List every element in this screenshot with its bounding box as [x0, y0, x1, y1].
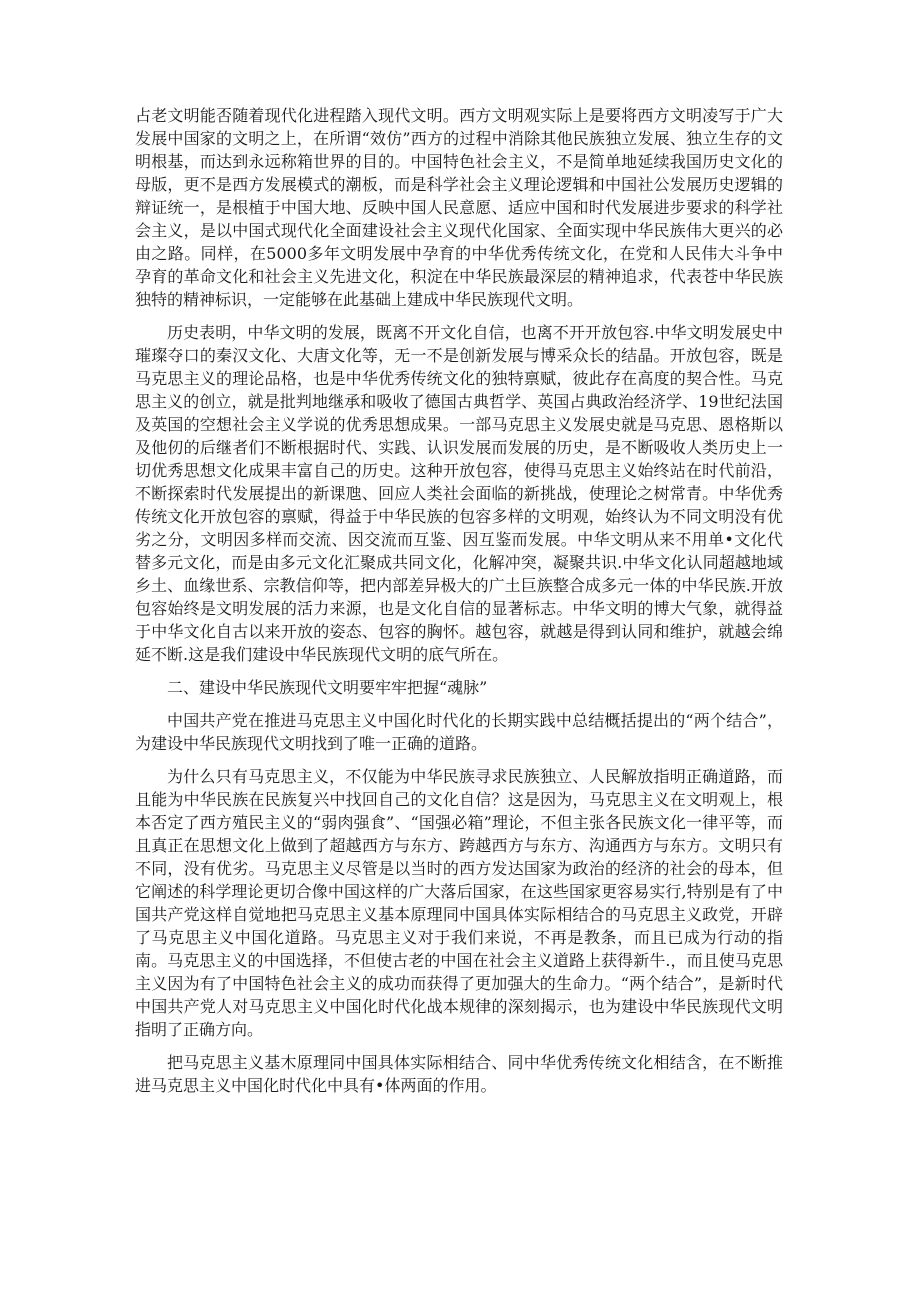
paragraph-3: 中国共产党在推进马克思主义中国化时代化的长期实践中总结概括提出的“两个结合”，为建设中华民族现代文明找到了唯一正确的道路。 — [135, 711, 783, 753]
document-page — [135, 104, 783, 1107]
paragraph-5: 把马克思主义基木原理同中国具体实际相结合、同中华优秀传统文化相结含，在不断推进马克思主义中国化时代化中具有•体两面的作用。 — [135, 1053, 783, 1095]
section-heading: 二、建设中华民族现代文明要牢牢把握“魂脉” — [167, 678, 488, 697]
paragraph-4: 为什么只有马克思主义，不仅能为中华民族寻求民族独立、人民解放指明正确道路，而且能为中华民族在民族复兴中找回自己的文化自信？这是因为，马克思主义在文明观上，根本否定了西方殖民主义的“弱肉强食”、“国强必箱”理论，不但主张各民族文化一律平等，而且真正在思想文化上做到了超越西方与东方、跨越西方与东方、沟通西方与东方。文明只有不同，没有优劣。马克思主义尽管是以当时的西方发达国家为政治的经济的社会的母本，但它阐述的科学理论更切合像中国这样的广大落后国家，在这些国家更容易实行,特别是有了中国共产党这样自觉地把马克思主义基本原理同中国具体实际相结合的马克思主义政党，开辟了马克思主义中国化道路。马克思主义对于我们来说，不再是教条，而且已成为行动的指南。马克思主义的中国选择，不但使古老的中国在社会主义道路上获得新牛.，而且使马克思主义因为有了中国特色社会主义的成功而获得了更加强大的生命力。“两个结合”，是新时代中国共产党人对马克思主义中国化时代化战本规律的深刻揭示，也为建设中华民族现代文明指明了正确方向。 — [135, 767, 783, 1039]
paragraph-2: 历史表明，中华文明的发展，既离不开文化自信，也离不开开放包容.中华文明发展史中璀璨夺口的秦汉文化、大唐文化等，无一不是创新发展与博采众长的结晶。开放包容，既是马克思主义的理论品格，也是中华优秀传统文化的独特禀赋，彼此存在高度的契合性。马克思主义的创立，就是批判地继承和吸收了德国古典哲学、英国占典政治经济学、19世纪法国及英国的空想社会主义学说的优秀思想成果。一部马克思主义发展史就是马克思、恩格斯以及他仞的后继者们不断根据时代、实践、认识发展而发展的历史，是不断吸收人类历史上一切优秀思想文化成果丰富自己的历史。这种开放包容，使得马克思主义始终站在时代前沿，不断探索时代发展提出的新课虺、回应人类社会面临的新挑战，使理论之树常青。中华优秀传统文化开放包容的禀赋，得益于中华民族的包容多样的文明观，始终认为不同文明没有优劣之分，文明因多样而交流、因交流而互鉴、因互鉴而发展。中华文明从来不用单•文化代替多元文化，而是由多元文化汇聚成共同文化，化解冲突，凝聚共识.中华文化认同超越地域乡土、血缘世系、宗教信仰等，把内部差异极大的广土巨族整合成多元一体的中华民族.开放包容始终是文明发展的活力来源，也是文化自信的显著标志。中华文明的博大气象，就得益于中华文化自古以来开放的姿态、包容的胸怀。越包容，就越是得到认同和维护，就越会绵延不断.这是我们建设中华民族现代文明的底气所在。 — [135, 323, 783, 664]
paragraph-1: 占老文明能否随着现代化进程踏入现代文明。西方文明观实际上是要将西方文明凌写于广大发展中国家的文明之上，在所谓“效仿”西方的过程中消除其他民族独立发展、独立生存的文明根基，而达到永远称箱世界的目的。中国特色社会主义，不是简单地延续我国历史文化的母版，更不是西方发展模式的潮板，而是科学社会主义理论逻辑和中国社公发展历史逻辑的辩证统一，是根植于中国大地、反映中国人民意愿、适应中国和时代发展进步要求的科学社会主义，是以中国式现代化全面建设社会主义现代化国家、全面实现中华民族伟大更兴的必由之路。同样，在5000多年文明发展中孕育的中华优秀传统文化，在党和人民伟大斗争中孕育的革命文化和社会主义先进文化，积淀在中华民族最深层的精神追求，代表苍中华民族独特的精神标识，一定能够在此基础上建成中华民族现代文明。 — [135, 106, 783, 309]
